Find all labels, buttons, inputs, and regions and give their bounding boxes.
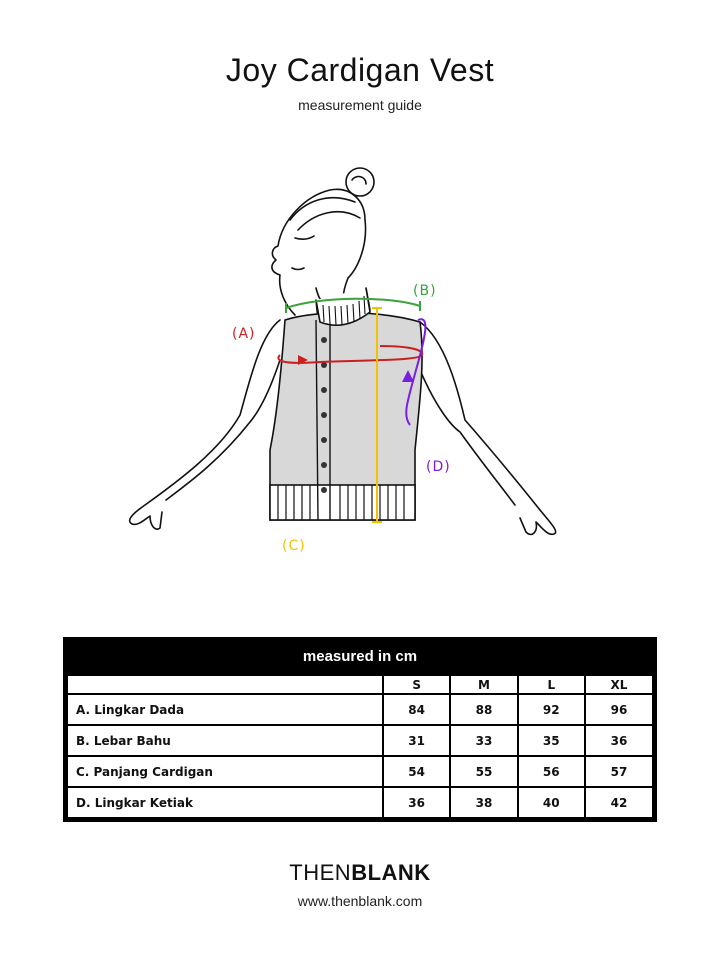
vest-drawing: [120, 160, 590, 560]
table-cell: 57: [585, 756, 653, 787]
table-row: [67, 756, 653, 787]
table-cell: 56: [518, 756, 585, 787]
table-cell: 84: [383, 694, 450, 725]
vest-illustration: [120, 160, 590, 560]
row-label: D. Lingkar Ketiak: [67, 787, 383, 818]
size-chart: [66, 674, 654, 819]
table-cell: 33: [450, 725, 517, 756]
table-cell: 36: [383, 787, 450, 818]
row-label: A. Lingkar Dada: [67, 694, 383, 725]
table-cell: 92: [518, 694, 585, 725]
table-cell: 36: [585, 725, 653, 756]
table-caption: measured in cm: [66, 640, 654, 674]
row-label: B. Lebar Bahu: [67, 725, 383, 756]
column-header-s: S: [383, 675, 450, 694]
measure-c-label: (C): [282, 538, 306, 554]
table-row: [67, 694, 653, 725]
brand-logo-part2: BLANK: [351, 860, 431, 885]
measure-b-label: (B): [413, 283, 437, 299]
measure-d-label: (D): [426, 459, 451, 475]
table-cell: 55: [450, 756, 517, 787]
column-header-xl: XL: [585, 675, 653, 694]
vest-body: [270, 288, 422, 520]
table-cell: 38: [450, 787, 517, 818]
table-row: [67, 725, 653, 756]
table-cell: 40: [518, 787, 585, 818]
brand-logo: [0, 860, 720, 886]
table-cell: 54: [383, 756, 450, 787]
size-table: [63, 637, 657, 822]
column-header-m: M: [450, 675, 517, 694]
measure-a-label: (A): [232, 326, 256, 342]
table-cell: 42: [585, 787, 653, 818]
table-header-row: [67, 675, 653, 694]
header-blank-cell: [67, 675, 383, 694]
brand-logo-part1: THEN: [289, 860, 352, 885]
row-label: C. Panjang Cardigan: [67, 756, 383, 787]
table-row: [67, 787, 653, 818]
page-subtitle: measurement guide: [298, 97, 422, 113]
website-url: www.thenblank.com: [297, 893, 423, 909]
column-header-l: L: [518, 675, 585, 694]
table-cell: 88: [450, 694, 517, 725]
page-title: Joy Cardigan Vest: [225, 52, 495, 88]
table-cell: 96: [585, 694, 653, 725]
table-cell: 31: [383, 725, 450, 756]
table-cell: 35: [518, 725, 585, 756]
